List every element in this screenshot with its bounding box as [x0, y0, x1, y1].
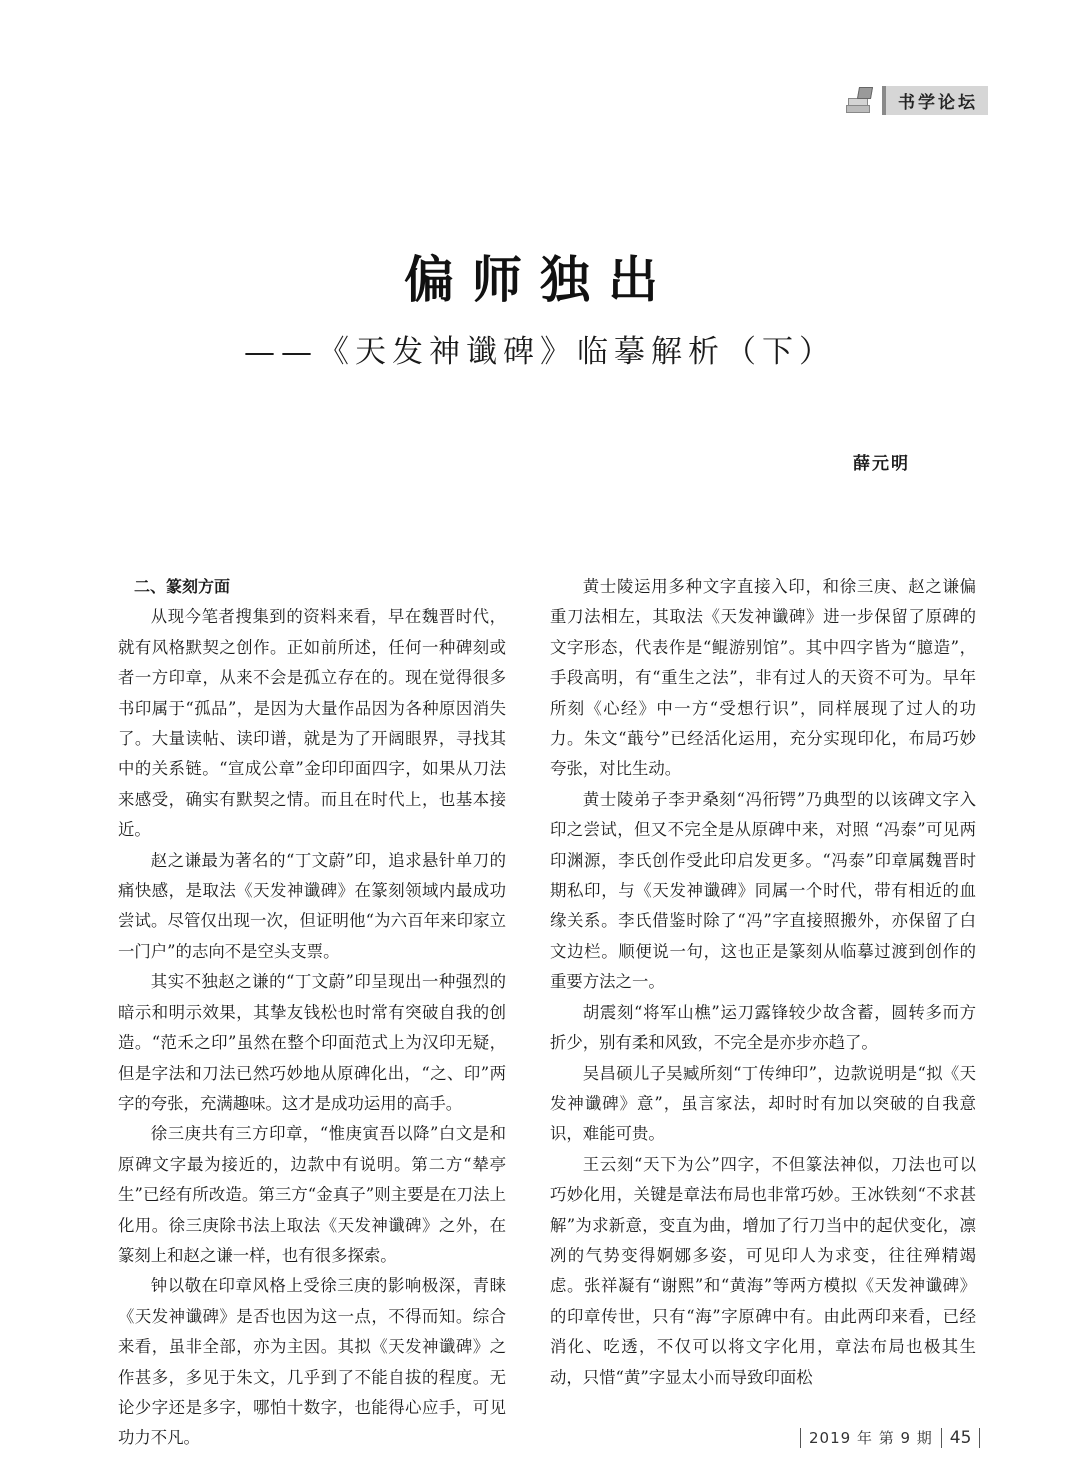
paragraph: 钟以敬在印章风格上受徐三庚的影响极深，青睐《天发神谶碑》是否也因为这一点，不得而知。综合来看，虽非全部，亦为主因。其拟《天发神谶碑》之作甚多，多见于朱文，几乎到了不能自拔的程度。无论少字还是多字，哪怕十数字，也能得心应手，可见功力不凡。: [118, 1276, 506, 1448]
section-header: [844, 86, 988, 115]
author-name: 薛元明: [853, 454, 910, 474]
right-column: [550, 572, 976, 1393]
divider: [979, 1428, 980, 1448]
paragraph: 吴昌硕儿子吴臧所刻“丁传绅印”，边款说明是“拟《天发神谶碑》意”，虽言家法，却时时有加以突破的自我意识，难能可贵。: [550, 1063, 976, 1144]
article-subtitle: ——《天发神谶碑》临摹解析（下）: [244, 334, 836, 370]
paragraph: 徐三庚共有三方印章，“惟庚寅吾以降”白文是和原碑文字最为接近的，边款中有说明。第二方“辇亭生”已经有所改造。第三方“金真子”则主要是在刀法上化用。徐三庚除书法上取法《天发神谶碑》之外，在篆刻上和赵之谦一样，也有很多探索。: [118, 1124, 506, 1265]
paragraph: 胡震刻“将军山樵”运刀露锋较少故含蓄，圆转多而方折少，别有柔和风致，不完全是亦步亦趋了。: [550, 1002, 976, 1053]
paragraph: 黄士陵弟子李尹桑刻“冯衎锷”乃典型的以该碑文字入印之尝试，但又不完全是从原碑中来，对照 “冯泰”可见两印渊源，李氏创作受此印启发更多。“冯泰”印章属魏晋时期私印，与《天发神谶碑》同属一个时代，带有相近的血缘关系。李氏借鉴时除了“冯”字直接照搬外，亦保留了白文边栏。顺便说一句，这也正是篆刻从临摹过渡到创作的重要方法之一。: [550, 789, 976, 992]
article-title: 偏师独出: [404, 250, 676, 309]
paragraph: 王云刻“天下为公”四字，不但篆法神似，刀法也可以巧妙化用，关键是章法布局也非常巧妙。王冰铁刻“不求甚解”为求新意，变直为曲，增加了行刀当中的起伏变化，凛冽的气势变得婀娜多姿，可见印人为求变，往往殚精竭虑。张祥凝有“谢熙”和“黄海”等两方模拟《天发神谶碑》的印章传世，只有“海”字原碑中有。由此两印来看，已经消化、吃透，不仅可以将文字化用，章法布局也极其生动，只惜“黄”字显太小而导致印面松: [550, 1154, 976, 1387]
section-heading: 二、篆刻方面: [134, 577, 231, 596]
paragraph: 黄士陵运用多种文字直接入印，和徐三庚、赵之谦偏重刀法相左，其取法《天发神谶碑》进一步保留了原碑的文字形态，代表作是“鲲游别馆”。其中四字皆为“臆造”，手段高明，有“重生之法”，非有过人的天资不可为。早年所刻《心经》中一方“受想行识”，同样展现了过人的功力。朱文“蕺兮”已经活化运用，充分实现印化，布局巧妙夸张，对比生动。: [550, 577, 976, 779]
divider: [800, 1428, 801, 1448]
issue-number: 2019 年 第 9 期: [809, 1429, 933, 1447]
page-number: 45: [949, 1427, 972, 1448]
paragraph: 其实不独赵之谦的“丁文蔚”印呈现出一种强烈的暗示和明示效果，其挚友钱松也时常有突破自我的创造。“范禾之印”虽然在整个印面范式上为汉印无疑，但是字法和刀法已然巧妙地从原碑化出，“之、印”两字的夸张，充满趣味。这才是成功运用的高手。: [118, 972, 506, 1113]
paragraph: 从现今笔者搜集到的资料来看，早在魏晋时代，就有风格默契之创作。正如前所述，任何一种碑刻或者一方印章，从来不会是孤立存在的。现在觉得很多书印属于“孤品”，是因为大量作品因为各种原因消失了。大量读帖、读印谱，就是为了开阔眼界，寻找其中的关系链。“宣成公章”金印印面四字，如果从刀法来感受，确实有默契之情。而且在时代上，也基本接近。: [118, 607, 506, 840]
section-label: 书学论坛: [882, 86, 988, 115]
paragraph: 赵之谦最为著名的“丁文蔚”印，追求悬针单刀的痛快感，是取法《天发神谶碑》在篆刻领域内最成功尝试。尽管仅出现一次，但证明他“为六百年来印家立一门户”的志向不是空头支票。: [118, 850, 506, 961]
left-column: [118, 572, 506, 1454]
divider: [941, 1428, 942, 1448]
page-footer: [800, 1427, 980, 1448]
books-icon: [844, 89, 874, 113]
